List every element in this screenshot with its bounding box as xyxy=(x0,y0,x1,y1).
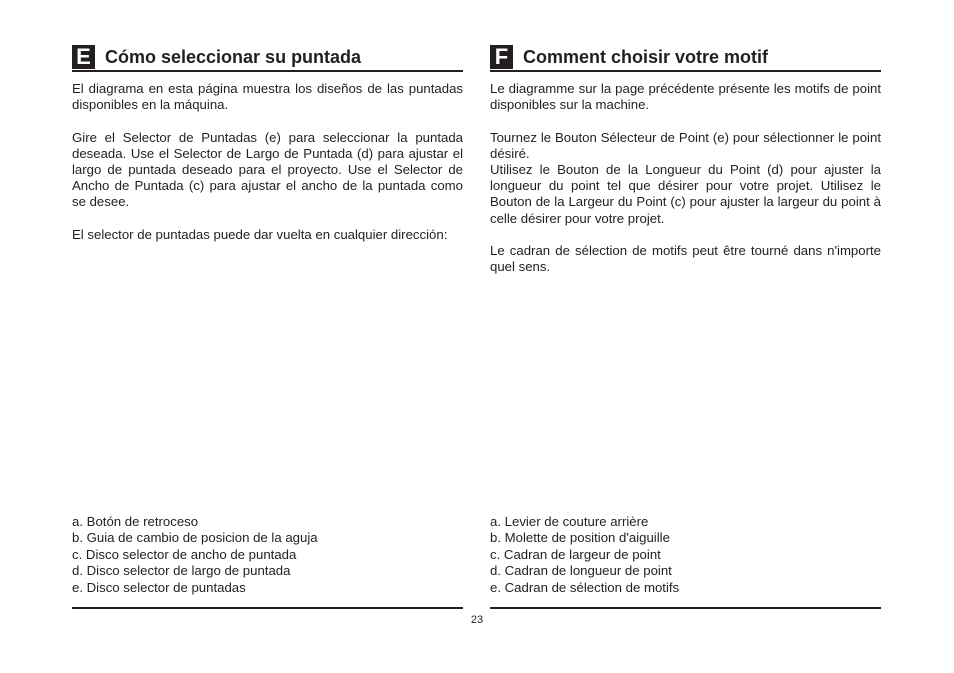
spanish-heading xyxy=(72,44,463,72)
spanish-part-a: a. Botón de retroceso xyxy=(72,514,199,529)
spanish-body xyxy=(72,81,463,243)
french-parts-list xyxy=(490,514,881,596)
french-part-e: e. Cadran de sélection de motifs xyxy=(490,579,680,595)
spanish-paragraph-1: El diagrama en esta página muestra los diseños de las puntadas disponibles en la máquina. xyxy=(72,81,463,113)
spanish-language-badge: E xyxy=(72,45,95,69)
french-paragraph-3: Utilisez le Bouton de la Longueur du Point (d) pour ajuster la longueur du point tel que désirer pour votre projet. Utilisez le Bouton de la Largeur du Point (c) pour ajuster la largeur du point à celle désirer pour votre projet. xyxy=(490,162,881,226)
spanish-paragraph-2: Gire el Selector de Puntadas (e) para seleccionar la puntada deseada. Use el Selector de Largo de Puntada (d) para ajustar el largo de puntada deseado para el proyecto. Use el Selector de Ancho de Puntada (c) para ajustar el ancho de la puntada como se desee. xyxy=(72,129,463,210)
page-number: 23 xyxy=(470,614,484,626)
spanish-title: Cómo seleccionar su puntada xyxy=(105,47,362,67)
french-part-a: a. Levier de couture arrière xyxy=(490,514,649,529)
spanish-part-e: e. Disco selector de puntadas xyxy=(72,579,246,595)
french-part-d: d. Cadran de longueur de point xyxy=(490,563,672,579)
french-section xyxy=(490,44,881,292)
spanish-section xyxy=(72,44,463,259)
french-part-c: c. Cadran de largeur de point xyxy=(490,546,661,562)
french-part-b: b. Molette de position d'aiguille xyxy=(490,530,670,546)
french-paragraph-1: Le diagramme sur la page précédente présente les motifs de point disponibles sur la machine. xyxy=(490,81,881,113)
spanish-part-c: c. Disco selector de ancho de puntada xyxy=(72,546,297,562)
french-paragraph-2: Tournez le Bouton Sélecteur de Point (e) pour sélectionner le point désiré. xyxy=(490,129,881,161)
french-title: Comment choisir votre motif xyxy=(523,47,769,67)
footer-divider-left xyxy=(72,607,463,609)
spanish-part-b: b. Guia de cambio de posicion de la aguja xyxy=(72,530,318,546)
spanish-parts-list xyxy=(72,514,463,596)
spanish-part-d: d. Disco selector de largo de puntada xyxy=(72,563,291,579)
french-heading xyxy=(490,44,881,72)
french-body xyxy=(490,81,881,275)
french-paragraph-4: Le cadran de sélection de motifs peut être tourné dans n'importe quel sens. xyxy=(490,243,881,275)
french-language-badge: F xyxy=(490,45,513,69)
spanish-paragraph-3: El selector de puntadas puede dar vuelta en cualquier dirección: xyxy=(72,226,448,242)
footer-divider-right xyxy=(490,607,881,609)
